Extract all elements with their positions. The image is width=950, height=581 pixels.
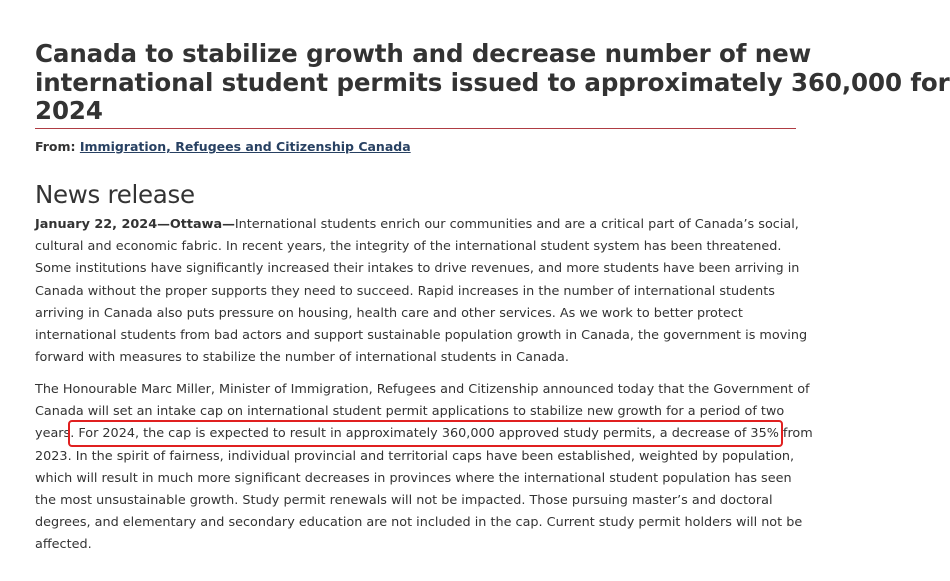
paragraph-line: arriving in Canada also puts pressure on housing, health care and other services. As we work to better protect (35, 305, 743, 321)
from-attribution (35, 138, 411, 156)
department-link[interactable]: Immigration, Refugees and Citizenship Canada (79, 139, 411, 154)
paragraph-announcement (35, 379, 813, 557)
page-title (35, 39, 950, 126)
dateline: January 22, 2024—Ottawa— (35, 217, 235, 232)
paragraph-line: forward with measures to stabilize the number of international students in Canada. (35, 350, 569, 366)
paragraph-line: Some institutions have significantly increased their intakes to drive revenues, and more students have been arriving in (35, 261, 800, 277)
from-label: From: (35, 139, 76, 154)
title-line: Canada to stabilize growth and decrease number of new (35, 39, 812, 68)
paragraph-line: Canada without the proper supports they need to succeed. Rapid increases in the number of international students (35, 283, 775, 299)
paragraph-intro (35, 214, 808, 369)
title-line: international student permits issued to approximately 360,000 for (35, 67, 950, 97)
paragraph-line: cultural and economic fabric. In recent years, the integrity of the international student system has been threatened. (35, 239, 782, 255)
paragraph-line: Canada will set an intake cap on international student permit applications to stabilize new growth for a period of two (35, 404, 785, 420)
paragraph-text: International students enrich our communities and are a critical part of Canada’s social, (234, 217, 799, 232)
section-heading: News release (35, 180, 195, 209)
title-divider (35, 128, 796, 129)
paragraph-line (35, 214, 800, 236)
paragraph-line: degrees, and elementary and secondary education are not included in the cap. Current study permit holders will not be (35, 515, 803, 531)
paragraph-line: the most unsustainable growth. Study permit renewals will not be impacted. Those pursuing master’s and doctoral (35, 493, 773, 509)
paragraph-line: 2023. In the spirit of fairness, individual provincial and territorial caps have been established, weighted by population, (35, 448, 795, 464)
paragraph-line: affected. (35, 537, 92, 553)
paragraph-line: which will result in much more significant decreases in provinces where the international student population has seen (35, 470, 792, 486)
paragraph-line-highlighted: years. For 2024, the cap is expected to result in approximately 360,000 approved study permits, a decrease of 35% from (35, 426, 813, 442)
paragraph-line: The Honourable Marc Miller, Minister of Immigration, Refugees and Citizenship announced today that the Government of (35, 382, 810, 397)
title-line: 2024 (35, 96, 103, 125)
paragraph-line: international students from bad actors and support sustainable population growth in Canada, the government is moving (35, 328, 808, 344)
